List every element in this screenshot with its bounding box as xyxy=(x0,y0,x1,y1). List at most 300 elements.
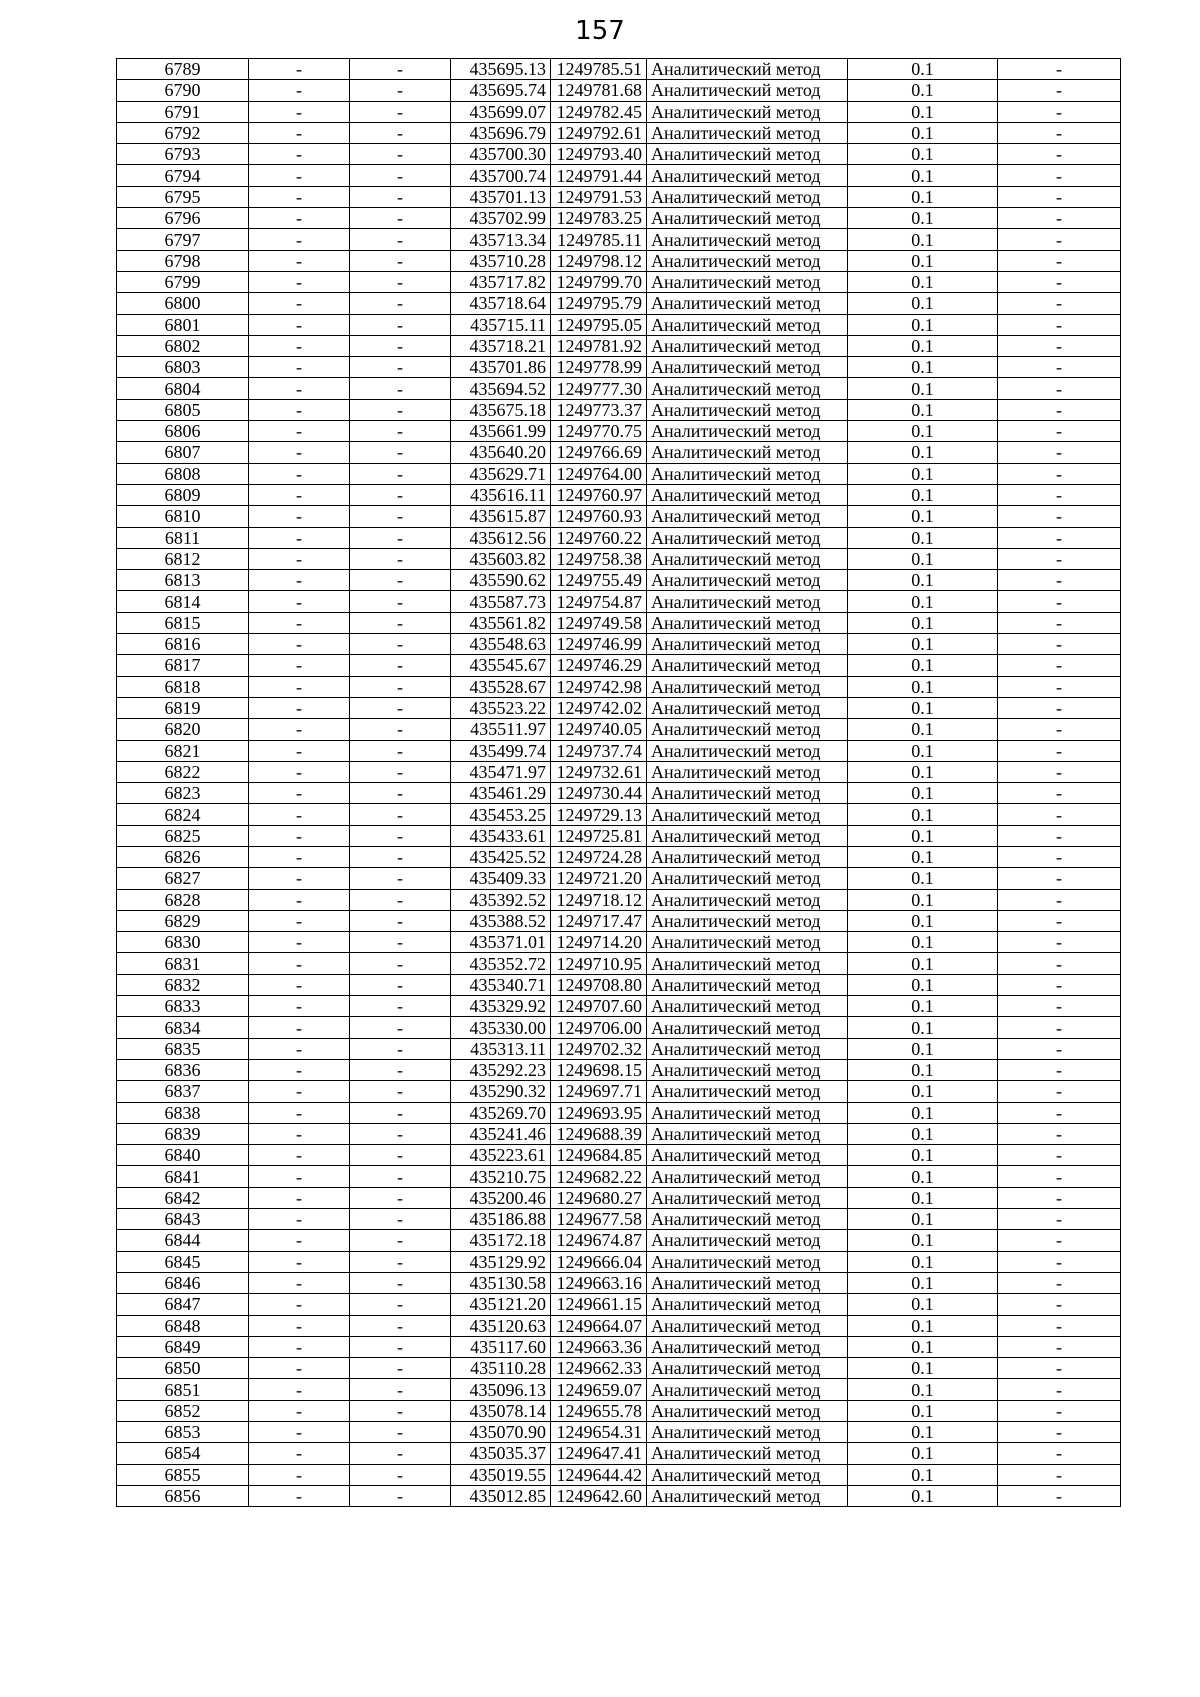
empty-value-cell: - xyxy=(249,1294,350,1315)
x-coordinate-cell: 435110.28 xyxy=(451,1358,551,1379)
empty-value-cell: - xyxy=(249,378,350,399)
empty-value-cell: - xyxy=(350,1209,451,1230)
x-coordinate-cell: 435499.74 xyxy=(451,740,551,761)
method-cell: Аналитический метод xyxy=(647,1251,848,1272)
y-coordinate-cell: 1249781.68 xyxy=(551,80,647,101)
y-coordinate-cell: 1249697.71 xyxy=(551,1081,647,1102)
empty-value-cell: - xyxy=(998,165,1121,186)
empty-value-cell: - xyxy=(998,399,1121,420)
accuracy-cell: 0.1 xyxy=(848,1017,998,1038)
method-cell: Аналитический метод xyxy=(647,293,848,314)
empty-value-cell: - xyxy=(350,144,451,165)
empty-value-cell: - xyxy=(998,1443,1121,1464)
x-coordinate-cell: 435330.00 xyxy=(451,1017,551,1038)
x-coordinate-cell: 435701.86 xyxy=(451,357,551,378)
y-coordinate-cell: 1249754.87 xyxy=(551,591,647,612)
y-coordinate-cell: 1249724.28 xyxy=(551,846,647,867)
y-coordinate-cell: 1249655.78 xyxy=(551,1400,647,1421)
empty-value-cell: - xyxy=(350,442,451,463)
table-row xyxy=(117,676,1121,697)
empty-value-cell: - xyxy=(350,484,451,505)
empty-value-cell: - xyxy=(249,1209,350,1230)
method-cell: Аналитический метод xyxy=(647,165,848,186)
method-cell: Аналитический метод xyxy=(647,1315,848,1336)
point-number-cell: 6828 xyxy=(117,889,249,910)
point-number-cell: 6827 xyxy=(117,868,249,889)
empty-value-cell: - xyxy=(249,1187,350,1208)
x-coordinate-cell: 435710.28 xyxy=(451,250,551,271)
empty-value-cell: - xyxy=(350,634,451,655)
empty-value-cell: - xyxy=(998,59,1121,80)
empty-value-cell: - xyxy=(350,1145,451,1166)
point-number-cell: 6822 xyxy=(117,761,249,782)
table-row xyxy=(117,421,1121,442)
accuracy-cell: 0.1 xyxy=(848,463,998,484)
x-coordinate-cell: 435223.61 xyxy=(451,1145,551,1166)
accuracy-cell: 0.1 xyxy=(848,1485,998,1506)
y-coordinate-cell: 1249782.45 xyxy=(551,101,647,122)
y-coordinate-cell: 1249760.97 xyxy=(551,484,647,505)
empty-value-cell: - xyxy=(998,996,1121,1017)
x-coordinate-cell: 435129.92 xyxy=(451,1251,551,1272)
accuracy-cell: 0.1 xyxy=(848,1209,998,1230)
empty-value-cell: - xyxy=(249,208,350,229)
point-number-cell: 6811 xyxy=(117,527,249,548)
empty-value-cell: - xyxy=(249,1379,350,1400)
empty-value-cell: - xyxy=(350,1294,451,1315)
y-coordinate-cell: 1249746.99 xyxy=(551,634,647,655)
y-coordinate-cell: 1249698.15 xyxy=(551,1059,647,1080)
empty-value-cell: - xyxy=(249,484,350,505)
empty-value-cell: - xyxy=(998,1059,1121,1080)
point-number-cell: 6833 xyxy=(117,996,249,1017)
page-number: 157 xyxy=(575,16,625,46)
x-coordinate-cell: 435078.14 xyxy=(451,1400,551,1421)
method-cell: Аналитический метод xyxy=(647,1358,848,1379)
table-row xyxy=(117,1209,1121,1230)
point-number-cell: 6797 xyxy=(117,229,249,250)
empty-value-cell: - xyxy=(998,1123,1121,1144)
x-coordinate-cell: 435392.52 xyxy=(451,889,551,910)
x-coordinate-cell: 435590.62 xyxy=(451,570,551,591)
x-coordinate-cell: 435471.97 xyxy=(451,761,551,782)
empty-value-cell: - xyxy=(998,697,1121,718)
table-row xyxy=(117,293,1121,314)
accuracy-cell: 0.1 xyxy=(848,527,998,548)
empty-value-cell: - xyxy=(350,357,451,378)
empty-value-cell: - xyxy=(350,719,451,740)
x-coordinate-cell: 435172.18 xyxy=(451,1230,551,1251)
empty-value-cell: - xyxy=(998,868,1121,889)
empty-value-cell: - xyxy=(998,676,1121,697)
table-row xyxy=(117,1251,1121,1272)
accuracy-cell: 0.1 xyxy=(848,122,998,143)
x-coordinate-cell: 435612.56 xyxy=(451,527,551,548)
empty-value-cell: - xyxy=(998,229,1121,250)
accuracy-cell: 0.1 xyxy=(848,1400,998,1421)
empty-value-cell: - xyxy=(350,101,451,122)
table-row xyxy=(117,506,1121,527)
table-row xyxy=(117,1315,1121,1336)
empty-value-cell: - xyxy=(350,996,451,1017)
empty-value-cell: - xyxy=(350,527,451,548)
empty-value-cell: - xyxy=(998,1485,1121,1506)
empty-value-cell: - xyxy=(350,1315,451,1336)
accuracy-cell: 0.1 xyxy=(848,910,998,931)
empty-value-cell: - xyxy=(998,463,1121,484)
y-coordinate-cell: 1249760.22 xyxy=(551,527,647,548)
empty-value-cell: - xyxy=(350,506,451,527)
y-coordinate-cell: 1249706.00 xyxy=(551,1017,647,1038)
point-number-cell: 6835 xyxy=(117,1038,249,1059)
empty-value-cell: - xyxy=(998,1358,1121,1379)
y-coordinate-cell: 1249662.33 xyxy=(551,1358,647,1379)
point-number-cell: 6847 xyxy=(117,1294,249,1315)
x-coordinate-cell: 435329.92 xyxy=(451,996,551,1017)
method-cell: Аналитический метод xyxy=(647,357,848,378)
table-row xyxy=(117,804,1121,825)
x-coordinate-cell: 435715.11 xyxy=(451,314,551,335)
y-coordinate-cell: 1249740.05 xyxy=(551,719,647,740)
empty-value-cell: - xyxy=(350,655,451,676)
accuracy-cell: 0.1 xyxy=(848,932,998,953)
method-cell: Аналитический метод xyxy=(647,570,848,591)
empty-value-cell: - xyxy=(998,612,1121,633)
method-cell: Аналитический метод xyxy=(647,1081,848,1102)
x-coordinate-cell: 435603.82 xyxy=(451,548,551,569)
point-number-cell: 6812 xyxy=(117,548,249,569)
empty-value-cell: - xyxy=(249,719,350,740)
empty-value-cell: - xyxy=(998,1315,1121,1336)
accuracy-cell: 0.1 xyxy=(848,634,998,655)
accuracy-cell: 0.1 xyxy=(848,378,998,399)
method-cell: Аналитический метод xyxy=(647,1209,848,1230)
point-number-cell: 6838 xyxy=(117,1102,249,1123)
empty-value-cell: - xyxy=(998,101,1121,122)
empty-value-cell: - xyxy=(350,953,451,974)
table-row xyxy=(117,697,1121,718)
x-coordinate-cell: 435561.82 xyxy=(451,612,551,633)
accuracy-cell: 0.1 xyxy=(848,1166,998,1187)
point-number-cell: 6842 xyxy=(117,1187,249,1208)
point-number-cell: 6834 xyxy=(117,1017,249,1038)
empty-value-cell: - xyxy=(998,932,1121,953)
y-coordinate-cell: 1249714.20 xyxy=(551,932,647,953)
point-number-cell: 6843 xyxy=(117,1209,249,1230)
table-row xyxy=(117,1081,1121,1102)
empty-value-cell: - xyxy=(998,1017,1121,1038)
method-cell: Аналитический метод xyxy=(647,80,848,101)
x-coordinate-cell: 435616.11 xyxy=(451,484,551,505)
method-cell: Аналитический метод xyxy=(647,548,848,569)
point-number-cell: 6851 xyxy=(117,1379,249,1400)
empty-value-cell: - xyxy=(998,1422,1121,1443)
empty-value-cell: - xyxy=(249,676,350,697)
method-cell: Аналитический метод xyxy=(647,101,848,122)
accuracy-cell: 0.1 xyxy=(848,506,998,527)
x-coordinate-cell: 435409.33 xyxy=(451,868,551,889)
point-number-cell: 6817 xyxy=(117,655,249,676)
method-cell: Аналитический метод xyxy=(647,421,848,442)
point-number-cell: 6796 xyxy=(117,208,249,229)
point-number-cell: 6849 xyxy=(117,1336,249,1357)
point-number-cell: 6841 xyxy=(117,1166,249,1187)
table-row xyxy=(117,740,1121,761)
method-cell: Аналитический метод xyxy=(647,953,848,974)
accuracy-cell: 0.1 xyxy=(848,846,998,867)
table-row xyxy=(117,1294,1121,1315)
y-coordinate-cell: 1249642.60 xyxy=(551,1485,647,1506)
method-cell: Аналитический метод xyxy=(647,378,848,399)
method-cell: Аналитический метод xyxy=(647,229,848,250)
empty-value-cell: - xyxy=(998,548,1121,569)
empty-value-cell: - xyxy=(249,1038,350,1059)
empty-value-cell: - xyxy=(350,1059,451,1080)
method-cell: Аналитический метод xyxy=(647,1422,848,1443)
empty-value-cell: - xyxy=(249,1272,350,1293)
table-row xyxy=(117,1017,1121,1038)
point-number-cell: 6815 xyxy=(117,612,249,633)
empty-value-cell: - xyxy=(350,335,451,356)
x-coordinate-cell: 435200.46 xyxy=(451,1187,551,1208)
method-cell: Аналитический метод xyxy=(647,612,848,633)
accuracy-cell: 0.1 xyxy=(848,1336,998,1357)
point-number-cell: 6852 xyxy=(117,1400,249,1421)
empty-value-cell: - xyxy=(350,1166,451,1187)
point-number-cell: 6830 xyxy=(117,932,249,953)
table-row xyxy=(117,271,1121,292)
y-coordinate-cell: 1249766.69 xyxy=(551,442,647,463)
y-coordinate-cell: 1249781.92 xyxy=(551,335,647,356)
point-number-cell: 6820 xyxy=(117,719,249,740)
empty-value-cell: - xyxy=(350,208,451,229)
y-coordinate-cell: 1249721.20 xyxy=(551,868,647,889)
empty-value-cell: - xyxy=(998,293,1121,314)
point-number-cell: 6856 xyxy=(117,1485,249,1506)
x-coordinate-cell: 435629.71 xyxy=(451,463,551,484)
x-coordinate-cell: 435713.34 xyxy=(451,229,551,250)
point-number-cell: 6825 xyxy=(117,825,249,846)
table-row xyxy=(117,335,1121,356)
table-row xyxy=(117,889,1121,910)
empty-value-cell: - xyxy=(249,740,350,761)
accuracy-cell: 0.1 xyxy=(848,1123,998,1144)
empty-value-cell: - xyxy=(350,314,451,335)
y-coordinate-cell: 1249764.00 xyxy=(551,463,647,484)
x-coordinate-cell: 435453.25 xyxy=(451,804,551,825)
empty-value-cell: - xyxy=(350,1379,451,1400)
x-coordinate-cell: 435700.30 xyxy=(451,144,551,165)
x-coordinate-cell: 435548.63 xyxy=(451,634,551,655)
accuracy-cell: 0.1 xyxy=(848,889,998,910)
y-coordinate-cell: 1249647.41 xyxy=(551,1443,647,1464)
table-body xyxy=(117,59,1121,1507)
empty-value-cell: - xyxy=(998,655,1121,676)
empty-value-cell: - xyxy=(350,570,451,591)
table-row xyxy=(117,1102,1121,1123)
method-cell: Аналитический метод xyxy=(647,463,848,484)
point-number-cell: 6794 xyxy=(117,165,249,186)
empty-value-cell: - xyxy=(249,527,350,548)
accuracy-cell: 0.1 xyxy=(848,612,998,633)
y-coordinate-cell: 1249770.75 xyxy=(551,421,647,442)
y-coordinate-cell: 1249783.25 xyxy=(551,208,647,229)
y-coordinate-cell: 1249799.70 xyxy=(551,271,647,292)
point-number-cell: 6810 xyxy=(117,506,249,527)
empty-value-cell: - xyxy=(249,655,350,676)
empty-value-cell: - xyxy=(249,932,350,953)
empty-value-cell: - xyxy=(249,399,350,420)
x-coordinate-cell: 435035.37 xyxy=(451,1443,551,1464)
empty-value-cell: - xyxy=(998,889,1121,910)
empty-value-cell: - xyxy=(998,527,1121,548)
accuracy-cell: 0.1 xyxy=(848,165,998,186)
empty-value-cell: - xyxy=(249,122,350,143)
empty-value-cell: - xyxy=(350,932,451,953)
accuracy-cell: 0.1 xyxy=(848,974,998,995)
empty-value-cell: - xyxy=(998,1038,1121,1059)
point-number-cell: 6805 xyxy=(117,399,249,420)
x-coordinate-cell: 435371.01 xyxy=(451,932,551,953)
y-coordinate-cell: 1249737.74 xyxy=(551,740,647,761)
y-coordinate-cell: 1249746.29 xyxy=(551,655,647,676)
accuracy-cell: 0.1 xyxy=(848,804,998,825)
method-cell: Аналитический метод xyxy=(647,996,848,1017)
accuracy-cell: 0.1 xyxy=(848,676,998,697)
empty-value-cell: - xyxy=(350,165,451,186)
point-number-cell: 6824 xyxy=(117,804,249,825)
empty-value-cell: - xyxy=(249,634,350,655)
accuracy-cell: 0.1 xyxy=(848,80,998,101)
accuracy-cell: 0.1 xyxy=(848,1443,998,1464)
empty-value-cell: - xyxy=(350,271,451,292)
method-cell: Аналитический метод xyxy=(647,932,848,953)
table-row xyxy=(117,548,1121,569)
table-row xyxy=(117,314,1121,335)
method-cell: Аналитический метод xyxy=(647,144,848,165)
point-number-cell: 6807 xyxy=(117,442,249,463)
table-row xyxy=(117,591,1121,612)
point-number-cell: 6846 xyxy=(117,1272,249,1293)
point-number-cell: 6809 xyxy=(117,484,249,505)
empty-value-cell: - xyxy=(998,80,1121,101)
empty-value-cell: - xyxy=(998,442,1121,463)
accuracy-cell: 0.1 xyxy=(848,1187,998,1208)
empty-value-cell: - xyxy=(249,101,350,122)
table-row xyxy=(117,122,1121,143)
empty-value-cell: - xyxy=(249,910,350,931)
y-coordinate-cell: 1249718.12 xyxy=(551,889,647,910)
y-coordinate-cell: 1249680.27 xyxy=(551,1187,647,1208)
accuracy-cell: 0.1 xyxy=(848,655,998,676)
accuracy-cell: 0.1 xyxy=(848,59,998,80)
table-row xyxy=(117,1358,1121,1379)
method-cell: Аналитический метод xyxy=(647,1294,848,1315)
table-row xyxy=(117,1400,1121,1421)
empty-value-cell: - xyxy=(249,783,350,804)
empty-value-cell: - xyxy=(249,570,350,591)
point-number-cell: 6813 xyxy=(117,570,249,591)
accuracy-cell: 0.1 xyxy=(848,953,998,974)
table-row xyxy=(117,442,1121,463)
empty-value-cell: - xyxy=(998,1187,1121,1208)
empty-value-cell: - xyxy=(249,293,350,314)
empty-value-cell: - xyxy=(249,229,350,250)
accuracy-cell: 0.1 xyxy=(848,442,998,463)
point-number-cell: 6814 xyxy=(117,591,249,612)
empty-value-cell: - xyxy=(249,421,350,442)
y-coordinate-cell: 1249659.07 xyxy=(551,1379,647,1400)
method-cell: Аналитический метод xyxy=(647,186,848,207)
accuracy-cell: 0.1 xyxy=(848,697,998,718)
empty-value-cell: - xyxy=(249,506,350,527)
y-coordinate-cell: 1249792.61 xyxy=(551,122,647,143)
empty-value-cell: - xyxy=(998,484,1121,505)
accuracy-cell: 0.1 xyxy=(848,1251,998,1272)
table-row xyxy=(117,463,1121,484)
empty-value-cell: - xyxy=(350,293,451,314)
method-cell: Аналитический метод xyxy=(647,676,848,697)
empty-value-cell: - xyxy=(350,250,451,271)
y-coordinate-cell: 1249663.16 xyxy=(551,1272,647,1293)
y-coordinate-cell: 1249666.04 xyxy=(551,1251,647,1272)
accuracy-cell: 0.1 xyxy=(848,271,998,292)
point-number-cell: 6816 xyxy=(117,634,249,655)
point-number-cell: 6798 xyxy=(117,250,249,271)
method-cell: Аналитический метод xyxy=(647,1166,848,1187)
empty-value-cell: - xyxy=(350,122,451,143)
method-cell: Аналитический метод xyxy=(647,804,848,825)
x-coordinate-cell: 435675.18 xyxy=(451,399,551,420)
table-row xyxy=(117,59,1121,80)
x-coordinate-cell: 435528.67 xyxy=(451,676,551,697)
table-row xyxy=(117,229,1121,250)
empty-value-cell: - xyxy=(998,634,1121,655)
point-number-cell: 6855 xyxy=(117,1464,249,1485)
method-cell: Аналитический метод xyxy=(647,399,848,420)
empty-value-cell: - xyxy=(998,570,1121,591)
x-coordinate-cell: 435718.64 xyxy=(451,293,551,314)
empty-value-cell: - xyxy=(249,804,350,825)
empty-value-cell: - xyxy=(350,1038,451,1059)
y-coordinate-cell: 1249795.05 xyxy=(551,314,647,335)
empty-value-cell: - xyxy=(249,548,350,569)
accuracy-cell: 0.1 xyxy=(848,229,998,250)
empty-value-cell: - xyxy=(350,761,451,782)
accuracy-cell: 0.1 xyxy=(848,1272,998,1293)
y-coordinate-cell: 1249688.39 xyxy=(551,1123,647,1144)
empty-value-cell: - xyxy=(998,1379,1121,1400)
y-coordinate-cell: 1249785.11 xyxy=(551,229,647,250)
empty-value-cell: - xyxy=(350,1081,451,1102)
accuracy-cell: 0.1 xyxy=(848,1102,998,1123)
point-number-cell: 6832 xyxy=(117,974,249,995)
empty-value-cell: - xyxy=(998,804,1121,825)
accuracy-cell: 0.1 xyxy=(848,186,998,207)
method-cell: Аналитический метод xyxy=(647,335,848,356)
accuracy-cell: 0.1 xyxy=(848,548,998,569)
method-cell: Аналитический метод xyxy=(647,1400,848,1421)
accuracy-cell: 0.1 xyxy=(848,1358,998,1379)
method-cell: Аналитический метод xyxy=(647,740,848,761)
empty-value-cell: - xyxy=(998,250,1121,271)
point-number-cell: 6840 xyxy=(117,1145,249,1166)
empty-value-cell: - xyxy=(249,1358,350,1379)
x-coordinate-cell: 435699.07 xyxy=(451,101,551,122)
point-number-cell: 6823 xyxy=(117,783,249,804)
empty-value-cell: - xyxy=(350,740,451,761)
empty-value-cell: - xyxy=(998,186,1121,207)
